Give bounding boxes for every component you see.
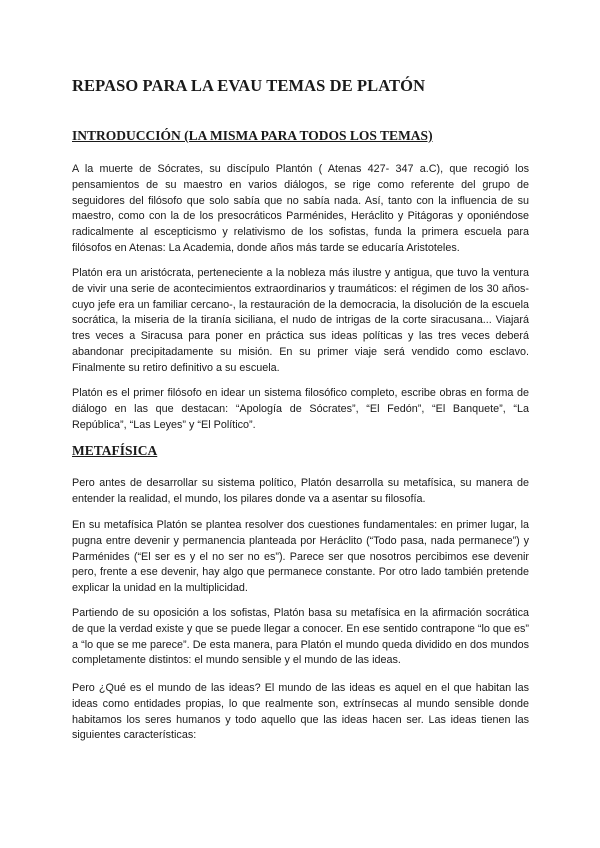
- paragraph: A la muerte de Sócrates, su discípulo Plantón ( Atenas 427- 347 a.C), que recogió los pensamientos de su maestro en varios diálogos, se rige como referente del grupo de seguidores del filósofo que solo sabía que no sabía nada. Así, tanto con la influencia de su maestro, como con la de los presocráticos Parménides, Heráclito y Pitágoras y oponiéndose radicalmente al escepticismo y relativismo de los sofistas, funda la primera escuela para filósofos en Atenas: La Academia, donde años más tarde se educaría Aristoteles.: [72, 163, 529, 254]
- paragraph: Platón era un aristócrata, perteneciente a la nobleza más ilustre y antigua, que tuvo la ventura de vivir una serie de acontecimientos extraordinarios y traumáticos: el régimen de los 30 años-cuyo jefe era un familiar cercano-, la restauración de la democracia, la disolución de la escuela socrática, la miseria de la tiranía siciliana, el nudo de intrigas de la corte siracusana... Viajará tres veces a Siracusa para poner en práctica sus ideas políticas y las tres veces deberá abandonar precipitadamente su misión. En su primer viaje será vendido como esclavo. Finalmente su retiro definitivo a su escuela.: [72, 267, 529, 374]
- paragraph: Platón es el primer filósofo en idear un sistema filosófico completo, escribe obras en forma de diálogo en las que destacan: “Apología de Sócrates”, “El Fedón”, “El Banquete”, “La República”, “Las Leyes” y “El Político”.: [72, 387, 529, 431]
- section-heading-metafisica: METAFÍSICA: [72, 443, 158, 458]
- paragraph: Pero ¿Qué es el mundo de las ideas? El mundo de las ideas es aquel en el que habitan las ideas como entidades propias, lo que realmente son, extrínsecas al mundo sensible donde habitamos los seres humanos y todo aquello que las ideas hacen ser. Las ideas tienen las siguientes características:: [72, 682, 529, 742]
- section-heading-introduccion: INTRODUCCIÓN (LA MISMA PARA TODOS LOS TEMAS): [72, 128, 433, 143]
- paragraph: En su metafísica Platón se plantea resolver dos cuestiones fundamentales: en primer lugar, la pugna entre devenir y permanencia planteada por Heráclito (“Todo pasa, nada permanece”) y Parménides (“El ser es y el no ser no es”). Parece ser que nosotros percibimos ese devenir pero, frente a ese devenir, hay algo que permanece constante. Por otro lado también pretende explicar la unidad en la multiplicidad.: [72, 519, 529, 595]
- document-title: REPASO PARA LA EVAU TEMAS DE PLATÓN: [72, 76, 426, 95]
- paragraph: Pero antes de desarrollar su sistema político, Platón desarrolla su metafísica, su manera de entender la realidad, el mundo, los pilares donde va a asentar su filosofía.: [72, 477, 529, 505]
- paragraph: Partiendo de su oposición a los sofistas, Platón basa su metafísica en la afirmación socrática de que la verdad existe y que se puede llegar a conocer. En ese sentido contrapone “lo que es” a “lo que se me parece”. De esta manera, para Platón el mundo queda dividido en dos mundos completamente distintos: el mundo sensible y el mundo de las ideas.: [72, 607, 529, 667]
